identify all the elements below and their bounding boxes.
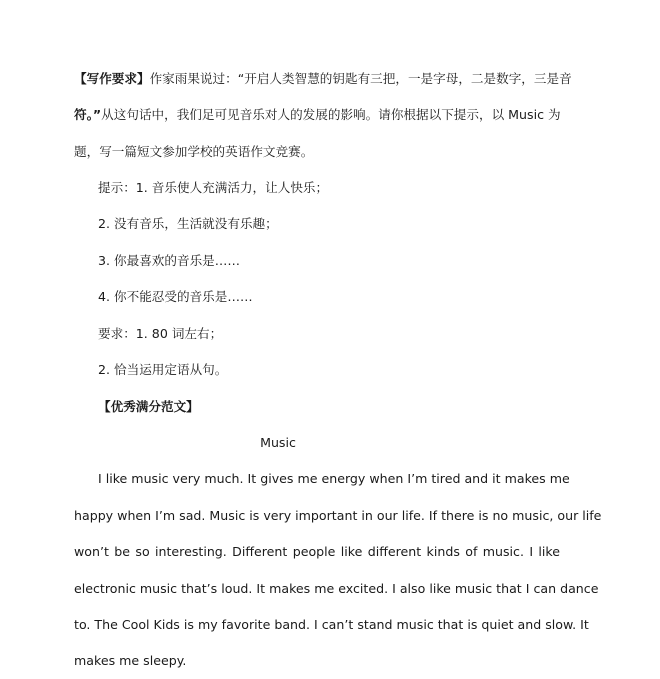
- hint-4: 4. 你不能忍受的音乐是……: [98, 289, 253, 304]
- task-label: 【写作要求】: [74, 71, 150, 86]
- requirement-2: 2. 恰当运用定语从句。: [98, 362, 228, 377]
- essay-line: won’t be so interesting. Different people like different kinds of music. I like: [74, 544, 560, 559]
- essay-line: electronic music that’s loud. It makes me excited. I also like music that I can dance: [74, 581, 599, 596]
- task-line-1-text: 作家雨果说过：“开启人类智慧的钥匙有三把，一是字母，二是数字，三是音: [149, 71, 572, 86]
- task-line-2: [74, 106, 560, 124]
- essay-line: happy when I’m sad. Music is very important in our life. If there is no music, our life: [74, 508, 602, 523]
- requirement-1: 要求：1. 80 词左右；: [98, 326, 223, 341]
- hint-2: 2. 没有音乐，生活就没有乐趣；: [98, 216, 278, 231]
- hint-1: 提示：1. 音乐使人充满活力，让人快乐；: [98, 180, 329, 195]
- task-line-2-text: 从这句话中，我们足可见音乐对人的发展的影响。请你根据以下提示，以 Music 为: [101, 107, 561, 122]
- hint-3: 3. 你最喜欢的音乐是……: [98, 253, 240, 268]
- task-line-3: 题，写一篇短文参加学校的英语作文竞赛。: [74, 144, 314, 159]
- essay-line: to. The Cool Kids is my favorite band. I can’t stand music that is quiet and slow. It: [74, 617, 589, 632]
- task-line-2-bold: 符。”: [74, 107, 102, 122]
- sample-title: Music: [260, 435, 296, 450]
- sample-label: 【优秀满分范文】: [98, 399, 199, 414]
- essay-line: makes me sleepy.: [74, 653, 187, 668]
- essay-line: I like music very much. It gives me energy when I’m tired and it makes me: [98, 471, 570, 486]
- task-line-1: [74, 70, 572, 88]
